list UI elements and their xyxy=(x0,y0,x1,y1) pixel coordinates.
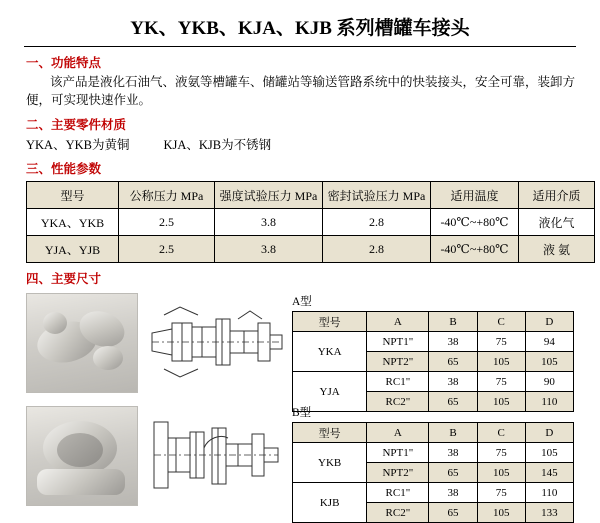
dim-b-header-cell: A xyxy=(367,423,429,443)
table-row xyxy=(293,332,574,352)
dim-b-header-cell: 型号 xyxy=(293,423,367,443)
dim-b-cell: RC2" xyxy=(367,503,429,523)
product-photo-column xyxy=(26,293,136,506)
dim-a-header-cell: C xyxy=(477,312,525,332)
dim-b-cell: 110 xyxy=(525,483,573,503)
perf-cell: -40℃~+80℃ xyxy=(431,236,519,263)
perf-cell: 2.5 xyxy=(119,236,215,263)
perf-header-cell: 强度试验压力 MPa xyxy=(215,182,323,209)
perf-header-cell: 适用介质 xyxy=(519,182,595,209)
features-paragraph: 该产品是液化石油气、液氨等槽罐车、储罐站等输送管路系统中的快装接头，安全可靠，装卸方便，可实现快速作业。 xyxy=(26,75,576,108)
section-heading-performance: 三、性能参数 xyxy=(26,162,102,177)
section-heading-material: 二、主要零件材质 xyxy=(26,118,127,133)
performance-table xyxy=(26,181,595,263)
material-line-a: YKA、YKB为黄铜 xyxy=(26,138,130,153)
perf-cell: 3.8 xyxy=(215,236,323,263)
perf-cell: 2.5 xyxy=(119,209,215,236)
dimension-table-a-label: A型 xyxy=(292,296,312,309)
perf-cell: 2.8 xyxy=(323,209,431,236)
dim-b-cell: 145 xyxy=(525,463,573,483)
dim-b-cell: 105 xyxy=(477,503,525,523)
table-row xyxy=(293,443,574,463)
title-divider xyxy=(24,46,576,47)
perf-header-cell: 公称压力 MPa xyxy=(119,182,215,209)
dim-b-cell: 75 xyxy=(477,443,525,463)
dim-b-header-cell: B xyxy=(429,423,477,443)
dim-a-cell: 38 xyxy=(429,332,477,352)
perf-cell: 液化气 xyxy=(519,209,595,236)
dim-a-cell: 90 xyxy=(525,372,573,392)
dim-b-cell: 105 xyxy=(477,463,525,483)
dim-b-cell: 65 xyxy=(429,503,477,523)
technical-drawing-type-a xyxy=(146,293,286,391)
material-lines xyxy=(26,135,600,153)
section-heading-features: 一、功能特点 xyxy=(26,56,102,70)
dim-a-cell: 105 xyxy=(477,392,525,412)
perf-cell: 液 氨 xyxy=(519,236,595,263)
table-header-row xyxy=(293,423,574,443)
dim-b-cell: RC1" xyxy=(367,483,429,503)
dim-b-model-cell: KJB xyxy=(293,483,367,523)
table-row xyxy=(293,372,574,392)
dimension-table-b-label: B型 xyxy=(292,407,312,420)
dim-a-cell: RC2" xyxy=(367,392,429,412)
table-header-row xyxy=(293,312,574,332)
dim-a-cell: 94 xyxy=(525,332,573,352)
perf-header-cell: 密封试验压力 MPa xyxy=(323,182,431,209)
dim-a-model-cell: YKA xyxy=(293,332,367,372)
dim-a-cell: 75 xyxy=(477,372,525,392)
section-heading-dimensions: 四、主要尺寸 xyxy=(26,272,102,287)
dim-a-cell: 105 xyxy=(477,352,525,372)
dim-a-cell: 65 xyxy=(429,392,477,412)
dim-b-cell: 38 xyxy=(429,483,477,503)
table-row xyxy=(27,236,595,263)
dim-a-header-cell: 型号 xyxy=(293,312,367,332)
perf-cell: 3.8 xyxy=(215,209,323,236)
dimension-table-b-block xyxy=(292,404,574,523)
dim-b-model-cell: YKB xyxy=(293,443,367,483)
perf-cell: YKA、YKB xyxy=(27,209,119,236)
technical-drawing-type-b xyxy=(146,404,286,502)
dim-b-cell: 38 xyxy=(429,443,477,463)
perf-header-cell: 适用温度 xyxy=(431,182,519,209)
dimension-table-a-block xyxy=(292,293,574,412)
dim-b-cell: 65 xyxy=(429,463,477,483)
dim-a-cell: NPT2" xyxy=(367,352,429,372)
dim-a-header-cell: D xyxy=(525,312,573,332)
dimension-table-b xyxy=(292,422,574,523)
dim-a-model-cell: YJA xyxy=(293,372,367,412)
dim-b-cell: 133 xyxy=(525,503,573,523)
product-photo-type-b xyxy=(26,406,138,506)
dim-b-cell: 105 xyxy=(525,443,573,463)
dim-a-header-cell: A xyxy=(367,312,429,332)
material-line-b: KJA、KJB为不锈钢 xyxy=(163,138,272,153)
perf-cell: YJA、YJB xyxy=(27,236,119,263)
dim-b-cell: 75 xyxy=(477,483,525,503)
dimension-table-a xyxy=(292,311,574,412)
perf-header-cell: 型号 xyxy=(27,182,119,209)
dim-a-cell: NPT1" xyxy=(367,332,429,352)
dim-b-header-cell: C xyxy=(477,423,525,443)
dim-b-header-cell: D xyxy=(525,423,573,443)
dim-a-cell: 75 xyxy=(477,332,525,352)
dim-a-cell: 105 xyxy=(525,352,573,372)
perf-cell: 2.8 xyxy=(323,236,431,263)
table-row xyxy=(293,483,574,503)
dim-a-cell: 110 xyxy=(525,392,573,412)
dim-a-cell: 38 xyxy=(429,372,477,392)
dim-b-cell: NPT1" xyxy=(367,443,429,463)
dim-a-header-cell: B xyxy=(429,312,477,332)
page-title: YK、YKB、KJA、KJB 系列槽罐车接头 xyxy=(130,18,470,39)
table-row xyxy=(27,209,595,236)
dim-b-cell: NPT2" xyxy=(367,463,429,483)
product-photo-type-a xyxy=(26,293,138,393)
dim-a-cell: 65 xyxy=(429,352,477,372)
dim-a-cell: RC1" xyxy=(367,372,429,392)
perf-cell: -40℃~+80℃ xyxy=(431,209,519,236)
table-header-row xyxy=(27,182,595,209)
